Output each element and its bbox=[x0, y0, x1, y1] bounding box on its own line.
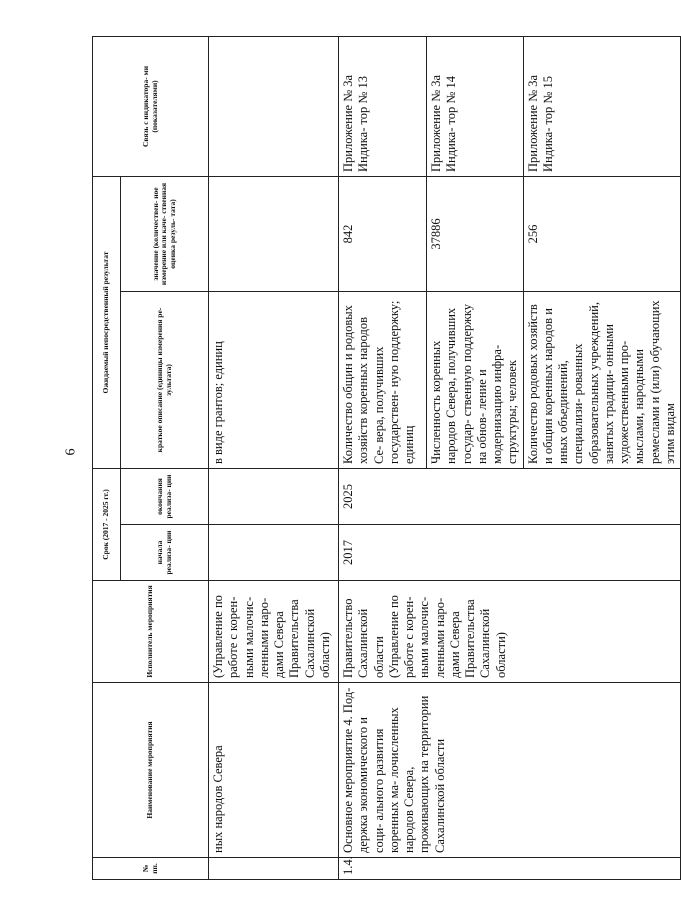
header-executor: Исполнитель мероприятия bbox=[93, 581, 209, 683]
cell-desc: Количество родовых хозяйств и общин коренных народов и иных объединений, специализи- рованных образовательных учреждений, занятых традици- онными художественными про- мыслами, народными ремеслами и (или) обучающих этим видам bbox=[523, 292, 681, 469]
cell-end bbox=[209, 469, 339, 525]
header-result: Ожидаемый непосредственный результат bbox=[93, 177, 121, 469]
cell-end: 2025 bbox=[339, 469, 681, 525]
cell-desc: Количество общин и родовых хозяйств коренных народов Се- вера, получивших государствен- ную поддержку; единиц bbox=[339, 292, 427, 469]
header-period: Срок (2017 - 2025 гг.) bbox=[93, 469, 121, 581]
header-end: окончания реализа- ции bbox=[121, 469, 209, 525]
header-name: Наименование мероприятия bbox=[93, 683, 209, 858]
cell-no: 1.4. bbox=[339, 858, 681, 880]
cell-desc: в виде грантов; единиц bbox=[209, 292, 339, 469]
cell-link: Приложение № 3а Индика- тор № 15 bbox=[523, 37, 681, 177]
cell-executor: (Управление по работе с корен- ными малочис- ленными наро- дами Севера Правительства Сахалинской области) bbox=[209, 581, 339, 683]
header-no: № пп. bbox=[93, 858, 209, 880]
cell-value: 256 bbox=[523, 177, 681, 292]
header-result-desc: краткое описание (единицы измерения ре- зультата) bbox=[121, 292, 209, 469]
cell-start bbox=[209, 525, 339, 581]
page-number: 6 bbox=[63, 448, 79, 456]
cell-name: Основное мероприятие 4. Под- держка экономического и соци- ального развития коренных ма- лочисленных народов Севера, проживающих на территории Сахалинской области bbox=[339, 683, 681, 858]
table-row bbox=[339, 37, 427, 880]
cell-value: 842 bbox=[339, 177, 427, 292]
cell-name: ных народов Севера bbox=[209, 683, 339, 858]
cell-value bbox=[209, 177, 339, 292]
header-row-1 bbox=[93, 37, 121, 880]
activities-table bbox=[92, 36, 681, 880]
cell-link: Приложение № 3а Индика- тор № 13 bbox=[339, 37, 427, 177]
cell-executor: Правительство Сахалинской области (Управление по работе с корен- ными малочис- ленными наро- дами Севера Правительства Сахалинской области) bbox=[339, 581, 681, 683]
cell-no bbox=[209, 858, 339, 880]
cell-value: 37886 bbox=[427, 177, 524, 292]
cell-link bbox=[209, 37, 339, 177]
header-start: начала реализа- ции bbox=[121, 525, 209, 581]
table-row bbox=[209, 37, 339, 880]
cell-link: Приложение № 3а Индика- тор № 14 bbox=[427, 37, 524, 177]
header-result-value: значение (количествен- ное измерение или каче- ственная оценка резуль- тата) bbox=[121, 177, 209, 292]
cell-desc: Численность коренных народов Севера, получивших государ- ственную поддержку на обнов- ление и модернизацию инфра- структуры; человек bbox=[427, 292, 524, 469]
header-link: Связь с индикатора- ми (показателями) bbox=[93, 37, 209, 177]
cell-start: 2017 bbox=[339, 525, 681, 581]
rotated-table-wrapper bbox=[92, 37, 677, 880]
